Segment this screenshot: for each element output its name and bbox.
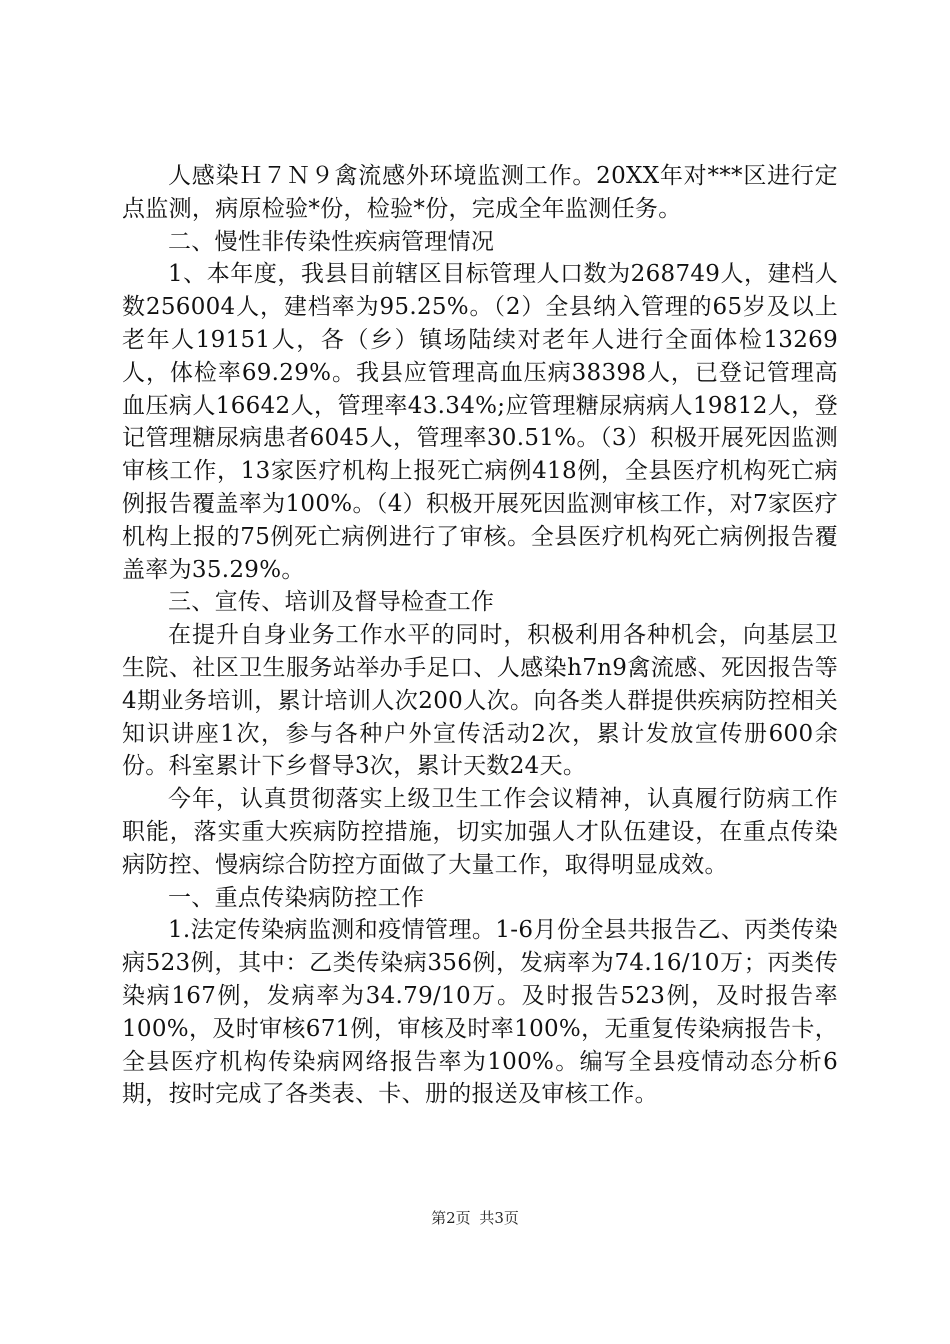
section-heading-infectious-disease: 一、重点传染病防控工作 [168,884,425,911]
section-heading-training: 三、宣传、培训及督导检查工作 [168,589,495,616]
page-total: 共3页 [479,1209,519,1227]
paragraph-chronic-disease-stats: 1、本年度，我县目前辖区目标管理人口数为268749人，建档人数256004人，建档率为95.25%。（2）全县纳入管理的65岁及以上老年人19151人，各（乡）镇场陆续对老年人进行全面体检13269人，体检率69.29%。我县应管理高血压病38398人，已登记管理高血压病人16642人，管理率43.34%;应管理糖尿病病人19812人，登记管理糖尿病患者6045人，管理率30.51%。（3）积极开展死因监测审核工作，13家医疗机构上报死亡病例418例，全县医疗机构死亡病例报告覆盖率为100%。（4）积极开展死因监测审核工作，对7家医疗机构上报的75例死亡病例进行了审核。全县医疗机构死亡病例报告覆盖率为35.29%。 [122,261,838,583]
section-heading-chronic-disease: 二、慢性非传染性疾病管理情况 [168,228,495,255]
paragraph-h7n9-monitoring: 人感染Ｈ７Ｎ９禽流感外环境监测工作。20XX年对***区进行定点监测，病原检验*份，检验*份，完成全年监测任务。 [122,163,838,222]
paragraph-annual-summary: 今年，认真贯彻落实上级卫生工作会议精神，认真履行防病工作职能，落实重大疾病防控措施，切实加强人才队伍建设，在重点传染病防控、慢病综合防控方面做了大量工作，取得明显成效。 [122,786,838,878]
paragraph-infectious-disease-stats: 1.法定传染病监测和疫情管理。1-6月份全县共报告乙、丙类传染病523例，其中：乙类传染病356例，发病率为74.16/10万；丙类传染病167例，发病率为34.79/10万。及时报告523例，及时报告率100%，及时审核671例，审核及时率100%，无重复传染病报告卡，全县医疗机构传染病网络报告率为100%。编写全县疫情动态分析6期，按时完成了各类表、卡、册的报送及审核工作。 [122,917,838,1108]
paragraph-training: 在提升自身业务工作水平的同时，积极利用各种机会，向基层卫生院、社区卫生服务站举办手足口、人感染h7n9禽流感、死因报告等4期业务培训，累计培训人次200人次。向各类人群提供疾病防控相关知识讲座1次，参与各种户外宣传活动2次，累计发放宣传册600余份。科室累计下乡督导3次，累计天数24天。 [122,622,838,780]
page-footer [0,1208,950,1228]
page-number: 第2页 [431,1209,471,1227]
document-body [122,160,838,1111]
